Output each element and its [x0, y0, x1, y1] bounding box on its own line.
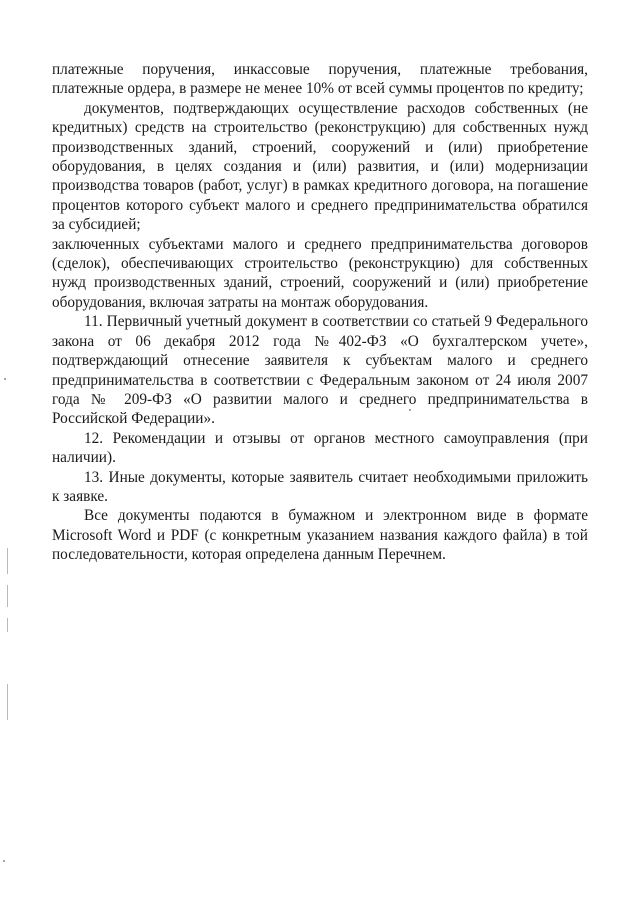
scan-margin-mark: [7, 585, 8, 607]
paragraph-payment-orders: платежные поручения, инкассовые поручения, платежные требования, платежные ордера, в размере не менее 10% от всей суммы процентов по кредиту;: [52, 61, 588, 98]
paragraph-item-12: 12. Рекомендации и отзывы от органов местного самоуправления (при наличии).: [52, 429, 588, 467]
scan-margin-mark: [7, 684, 8, 720]
scan-margin-mark: [7, 618, 8, 632]
scan-margin-mark: [7, 548, 8, 574]
scan-dot: [409, 409, 411, 411]
document-body: [52, 60, 588, 565]
paragraph-item-13: 13. Иные документы, которые заявитель считает необходимыми приложить к заявке.: [52, 468, 588, 505]
scan-dot: [3, 860, 5, 862]
paragraph-own-funds-documents: документов, подтверждающих осуществление расходов собственных (не кредитных) средств на строительство (реконструкцию) для собственных нужд производственных зданий, строений, сооружений и (или) приобретение оборудования, в целях создания и (или) развития, и (или) модернизации производства товаров (работ, услуг) в рамках кредитного договора, на погашение процентов которого субъект малого и среднего предпринимательства обратился за субсидией;: [52, 99, 588, 234]
scan-dot: [4, 378, 6, 380]
paragraph-concluded-contracts: заключенных субъектами малого и среднего предпринимательства договоров (сделок), обеспечивающих строительство (реконструкцию) для собственных нужд производственных зданий, строений, сооружений и (или) приобретение оборудования, включая затраты на монтаж оборудования.: [52, 235, 588, 311]
paragraph-format-note: Все документы подаются в бумажном и электронном виде в формате Microsoft Word и PDF (с конкретным указанием названия каждого файла) в той последовательности, которая определена данным Перечнем.: [52, 507, 588, 564]
paragraph-item-11: 11. Первичный учетный документ в соответствии со статьей 9 Федерального закона от 06 декабря 2012 года №402-ФЗ «О бухгалтерском учете», подтверждающий отнесение заявителя к субъектам малого и среднего предпринимательства в соответствии с Федеральным законом от 24 июля 2007 года № 209-ФЗ «О развитии малого и среднего предпринимательства в Российской Федерации».: [52, 313, 588, 428]
